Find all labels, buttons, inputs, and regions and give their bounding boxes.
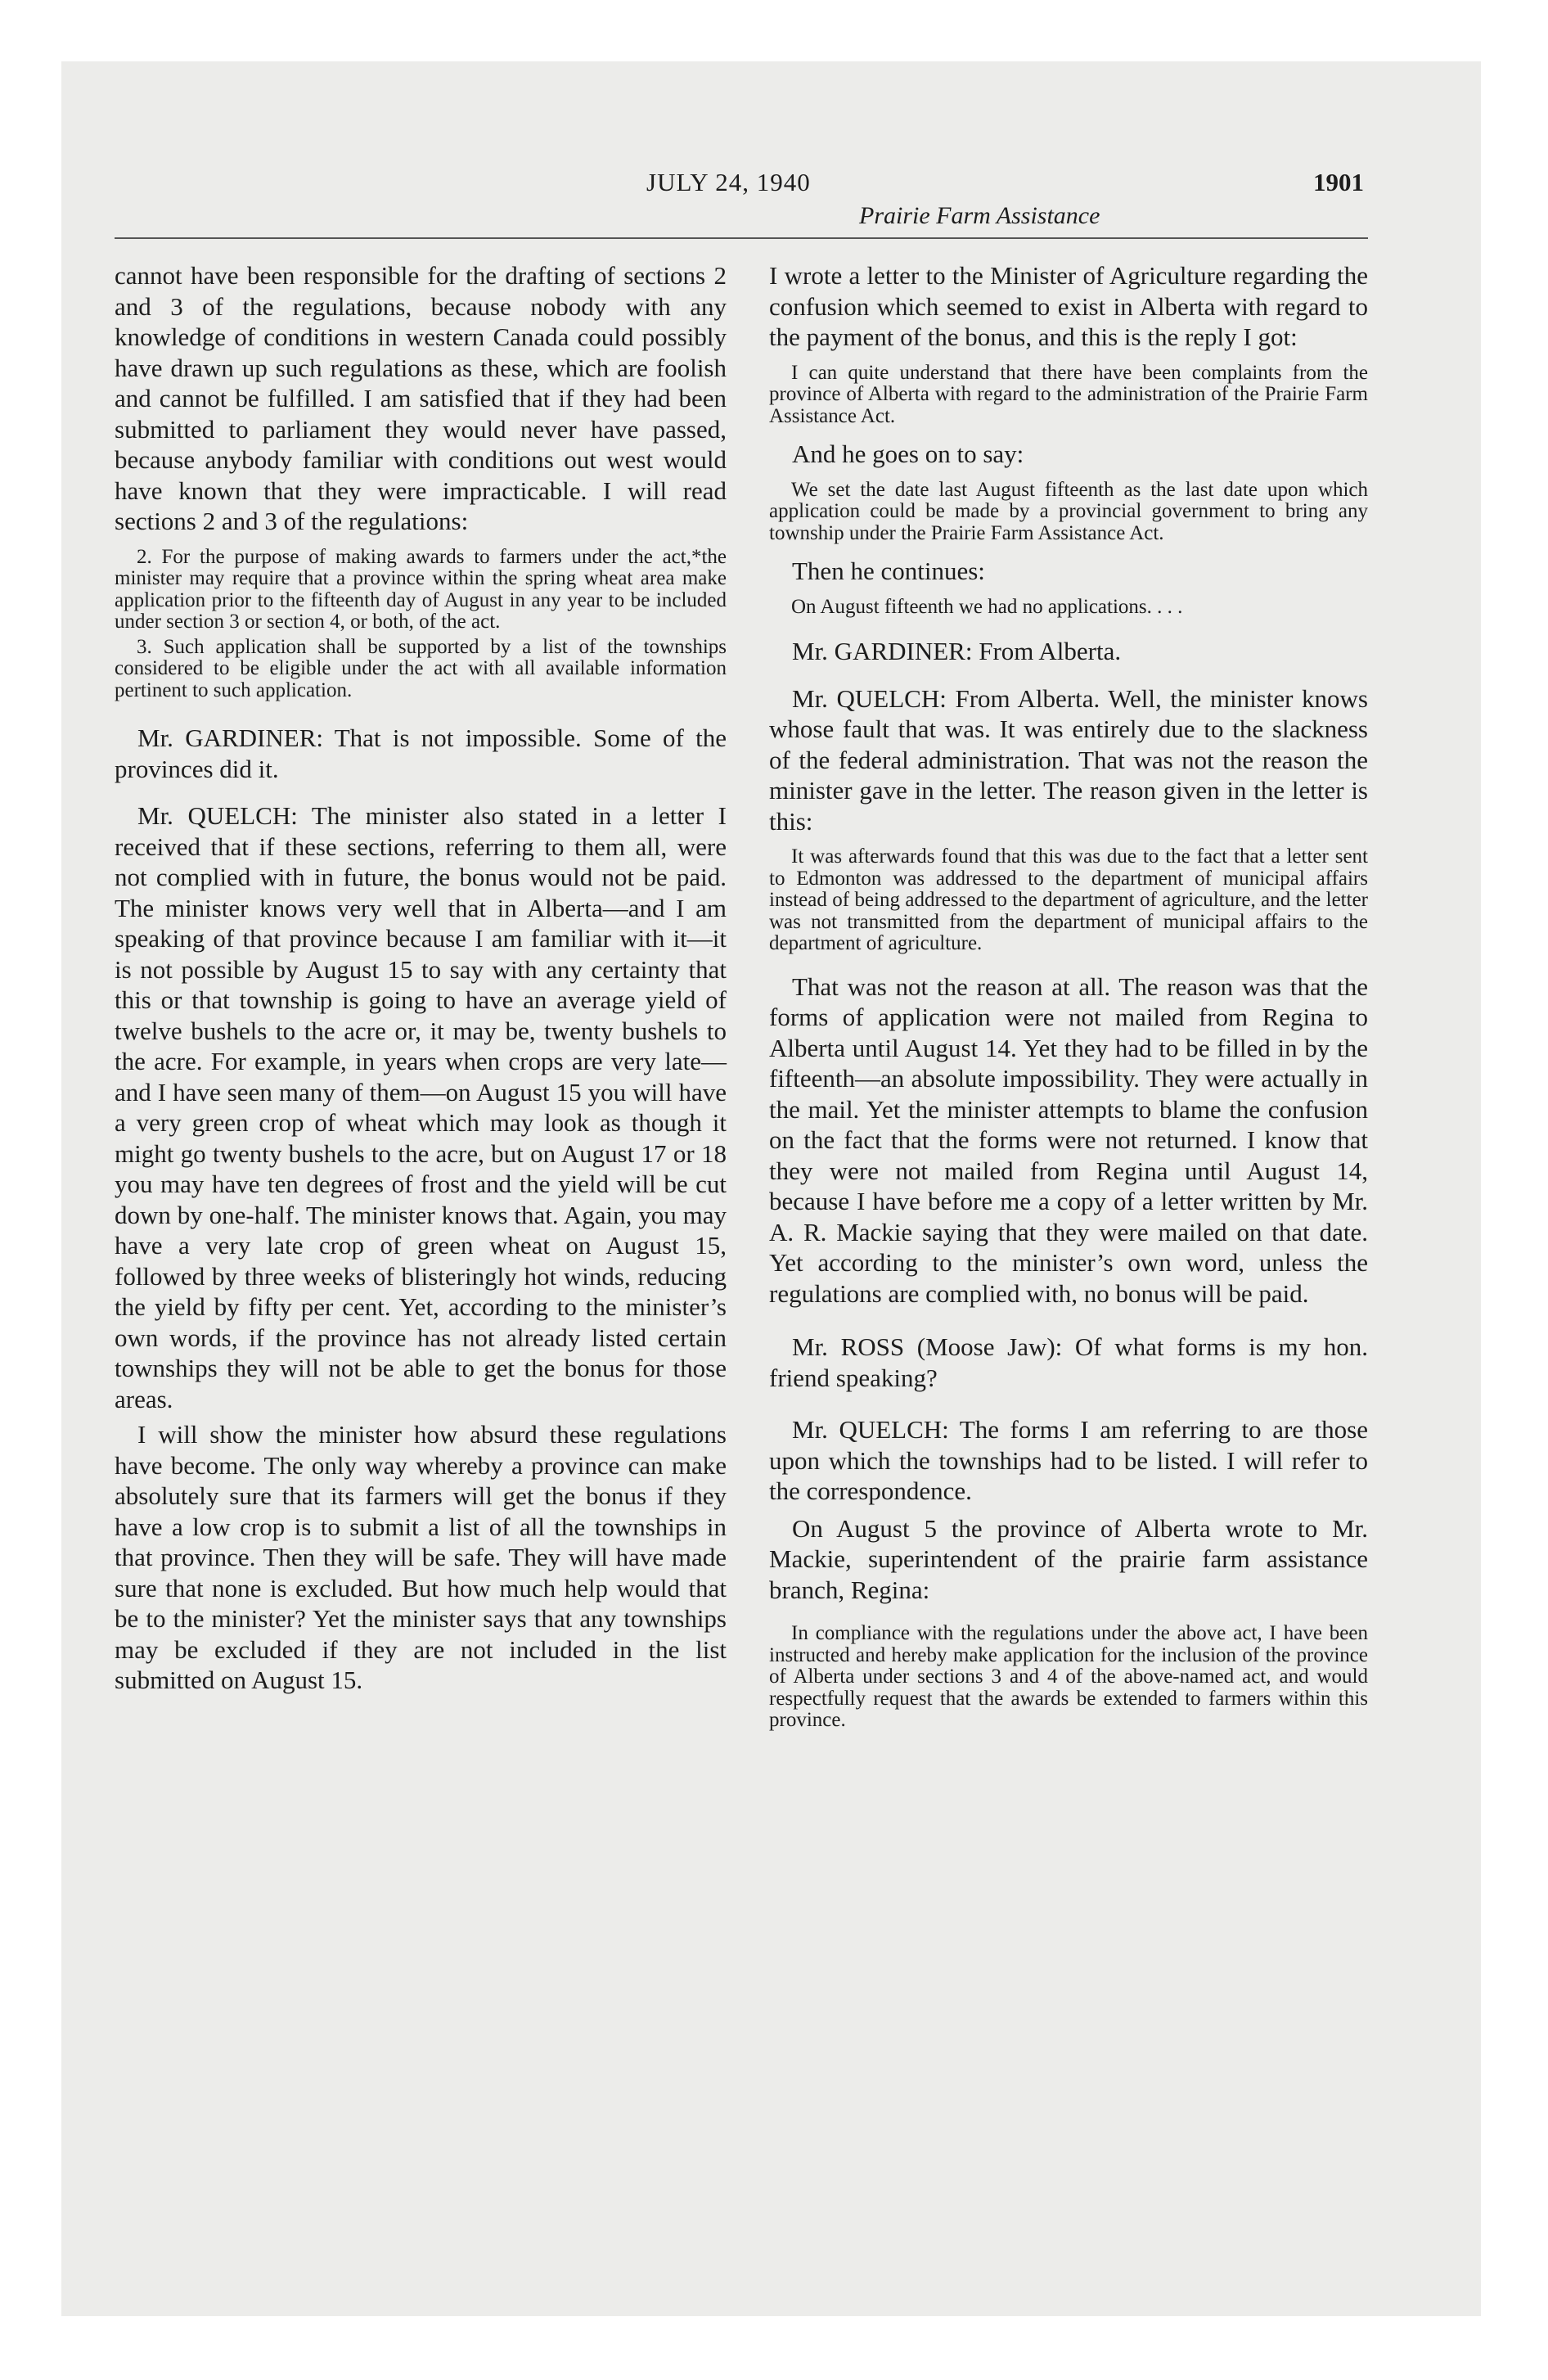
quoted-letter: In compliance with the regulations under the above act, I have been instructed and hereby make application for the inclusion of the province of Alberta under sections 3 and 4 of the above-named act, and would respectfully request that the awards be extended to farmers within this province. — [769, 1622, 1368, 1731]
paragraph: cannot have been responsible for the drafting of sections 2 and 3 of the regulations, because nobody with any knowledge of conditions in western Canada could possibly have drawn up such regulations as these, which are foolish and cannot be fulfilled. I am satisfied that if they had been submitted to parliament they would never have passed, because anybody familiar with conditions out west would have known that they were impracticable. I will read sections 2 and 3 of the regulations: — [115, 261, 727, 535]
speech-paragraph: Mr. QUELCH: From Alberta. Well, the minister knows whose fault that was. It was entirely due to the slackness of the federal administration. That was not the reason the minister gave in the letter. The reason given in the letter is this: — [769, 683, 1368, 836]
running-title: Prairie Farm Assistance — [859, 202, 1100, 229]
speech-paragraph: Mr. ROSS (Moose Jaw): Of what forms is my hon. friend speaking? — [769, 1332, 1368, 1392]
paragraph: On August 5 the province of Alberta wrote to Mr. Mackie, superintendent of the prairie farm assistance branch, Regina: — [769, 1513, 1368, 1604]
quoted-letter: I can quite understand that there have been complaints from the province of Alberta with regard to the administration of the Prairie Farm Assistance Act. — [769, 361, 1368, 427]
paragraph: That was not the reason at all. The reason was that the forms of application were not mailed from Regina to Alberta until August 14. Yet they had to be filled in by the fifteenth—an absolute impossibility. They were actually in the mail. Yet the minister attempts to blame the confusion on the fact that the forms were not returned. I know that they were not mailed from Regina until August 14, because I have before me a copy of a letter written by Mr. A. R. Mackie saying that they were mailed on that date. Yet according to the minister’s own word, unless the regulations are complied with, no bonus will be paid. — [769, 971, 1368, 1308]
speech-paragraph: Mr. GARDINER: That is not impossible. Some of the provinces did it. — [115, 723, 727, 783]
paragraph: And he goes on to say: — [792, 439, 1024, 468]
header-rule — [115, 237, 1368, 239]
paragraph: I will show the minister how absurd these regulations have become. The only way whereby a province can make absolutely sure that its farmers will get the bonus if they have a low crop is to submit a list of all the townships in that province. Then they will be safe. They will have made sure that none is excluded. But how much help would that be to the minister? Yet the minister says that any townships may be excluded if they are not included in the list submitted on August 15. — [115, 1420, 727, 1694]
quoted-letter: On August fifteenth we had no applications. . . . — [791, 595, 1183, 618]
speech-paragraph: Mr. QUELCH: The minister also stated in a letter I received that if these sections, referring to them all, were not complied with in future, the bonus would not be paid. The minister knows very well that in Alberta—and I am speaking of that province because I am familiar with it—it is not possible by August 15 to say with any certainty that this or that township is going to have an average yield of twelve bushels to the acre or, it may be, twenty bushels to the acre. For example, in years when crops are very late—and I have seen many of them—on August 15 you will have a very green crop of wheat which may look as though it might go twenty bushels to the acre, but on August 17 or 18 you may have ten degrees of frost and the yield will be cut down by one-half. The minister knows that. Again, you may have a very late crop of green wheat on August 15, followed by three weeks of blisteringly hot winds, reducing the yield by fifty per cent. Yet, according to the minister’s own words, if the province has not already listed certain townships they will not be able to get the bonus for those areas. — [115, 801, 727, 1413]
right-column — [769, 260, 1368, 1732]
speech-paragraph: Mr. QUELCH: The forms I am referring to are those upon which the townships had to be listed. I will refer to the correspondence. — [769, 1415, 1368, 1505]
quoted-regulation: 2. For the purpose of making awards to farmers under the act,*the minister may require that a province within the spring wheat area make application prior to the fifteenth day of August in any year to be included under section 3 or section 4, or both, of the act. — [115, 545, 727, 633]
page-number: 1901 — [1313, 168, 1364, 196]
speech-paragraph: Mr. GARDINER: From Alberta. — [792, 637, 1122, 665]
quoted-letter: We set the date last August fifteenth as the last date upon which application could be made by a provincial government to bring any township under the Prairie Farm Assistance Act. — [769, 478, 1368, 544]
paragraph: I wrote a letter to the Minister of Agriculture regarding the confusion which seemed to exist in Alberta with regard to the payment of the bonus, and this is the reply I got: — [769, 261, 1368, 351]
left-column — [115, 260, 727, 1696]
quoted-letter: It was afterwards found that this was due to the fact that a letter sent to Edmonton was addressed to the department of municipal affairs instead of being addressed to the department of agriculture, and the letter was not transmitted from the department of municipal affairs to the department of agriculture. — [769, 845, 1368, 954]
header-date: JULY 24, 1940 — [646, 168, 811, 196]
paragraph: Then he continues: — [792, 557, 985, 585]
quoted-regulation: 3. Such application shall be supported by a list of the townships considered to be eligible under the act with all available information pertinent to such application. — [115, 635, 727, 701]
